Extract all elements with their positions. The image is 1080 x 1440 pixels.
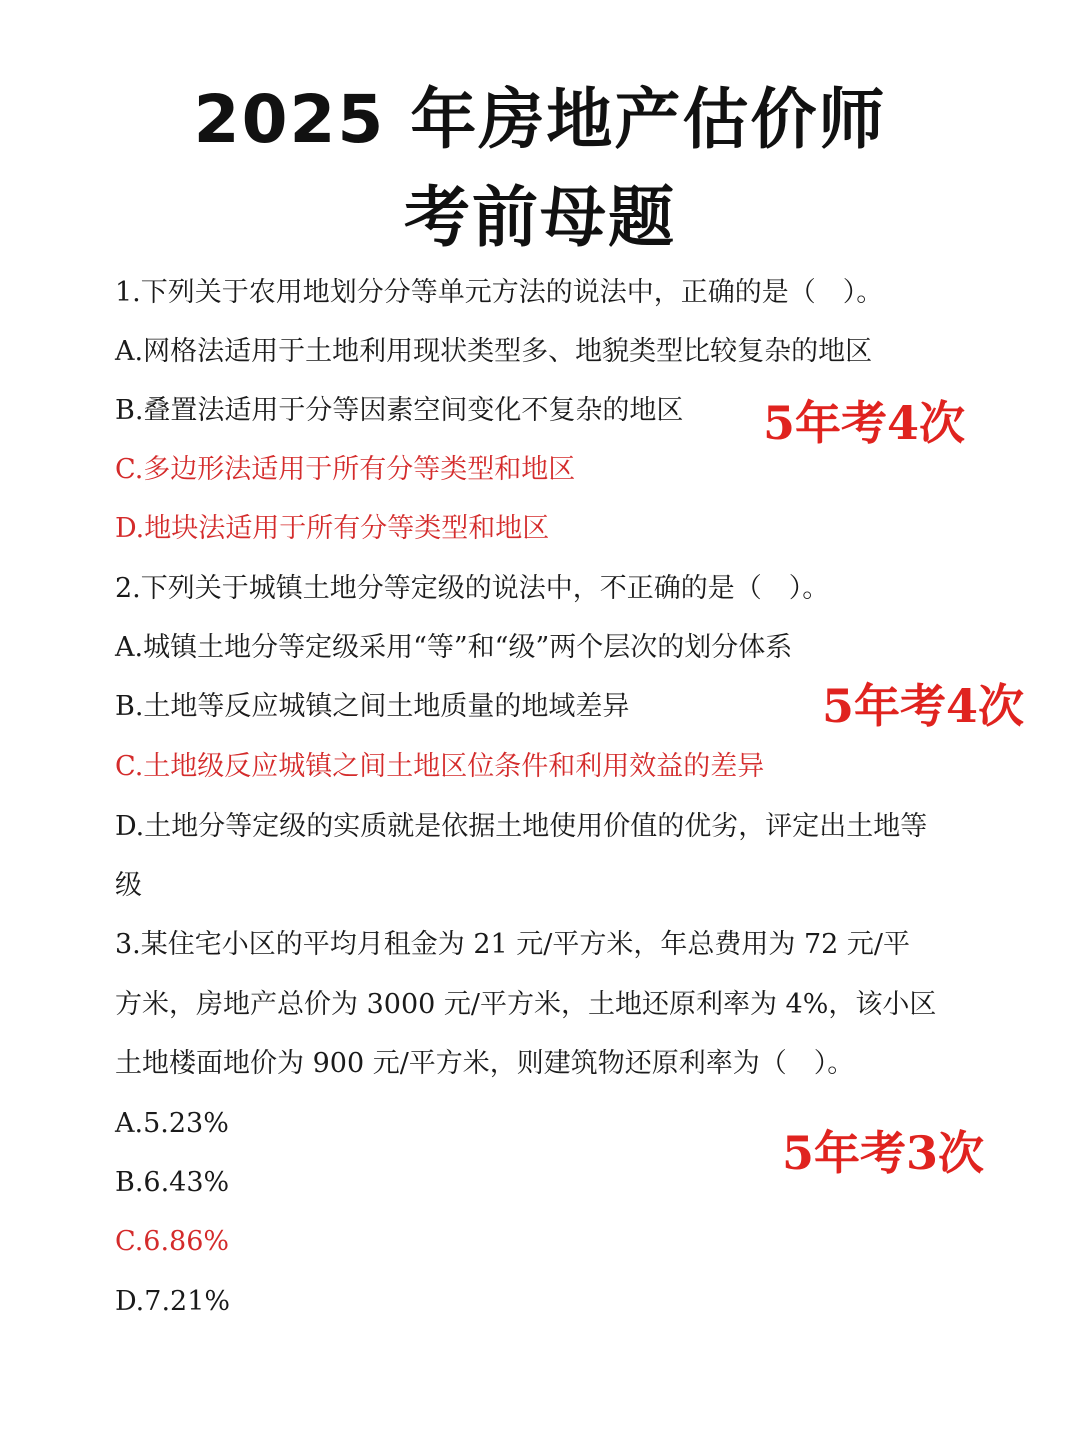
question-3-stem-line-3: 土地楼面地价为 900 元/平方米，则建筑物还原利率为（ ）。 xyxy=(115,1048,855,1079)
question-2-option-b: B.土地等反应城镇之间土地质量的地域差异 xyxy=(115,691,630,722)
question-1-option-b: B.叠置法适用于分等因素空间变化不复杂的地区 xyxy=(115,395,684,426)
question-3-frequency-stamp: 5年考3次 xyxy=(782,1126,985,1180)
question-3-stem-line-2: 方米，房地产总价为 3000 元/平方米，土地还原利率为 4%，该小区 xyxy=(115,989,937,1020)
question-3-option-a: A.5.23% xyxy=(115,1108,229,1139)
question-2-stem: 2.下列关于城镇土地分等定级的说法中，不正确的是（ ）。 xyxy=(115,573,830,604)
question-3-stem-line-1: 3.某住宅小区的平均月租金为 21 元/平方米，年总费用为 72 元/平 xyxy=(115,929,910,960)
page-subtitle: 考前母题 xyxy=(404,179,676,256)
question-1-option-c: C.多边形法适用于所有分等类型和地区 xyxy=(115,454,576,485)
question-2-option-d-continued: 级 xyxy=(115,870,142,901)
question-3-option-b: B.6.43% xyxy=(115,1167,230,1198)
question-1-frequency-stamp: 5年考4次 xyxy=(763,396,966,450)
page-title: 2025 年房地产估价师 xyxy=(193,81,887,158)
question-1-stem: 1.下列关于农用地划分分等单元方法的说法中，正确的是（ ）。 xyxy=(115,277,884,308)
question-1-option-d: D.地块法适用于所有分等类型和地区 xyxy=(115,513,550,544)
question-2-option-c: C.土地级反应城镇之间土地区位条件和利用效益的差异 xyxy=(115,751,765,782)
question-2-frequency-stamp: 5年考4次 xyxy=(822,679,1025,733)
question-2-option-a: A.城镇土地分等定级采用“等”和“级”两个层次的划分体系 xyxy=(115,632,793,663)
question-2-option-d: D.土地分等定级的实质就是依据土地使用价值的优劣，评定出土地等 xyxy=(115,811,928,842)
question-3-option-d: D.7.21% xyxy=(115,1286,231,1317)
question-1-option-a: A.网格法适用于土地利用现状类型多、地貌类型比较复杂的地区 xyxy=(115,336,873,367)
question-3-option-c: C.6.86% xyxy=(115,1226,230,1257)
